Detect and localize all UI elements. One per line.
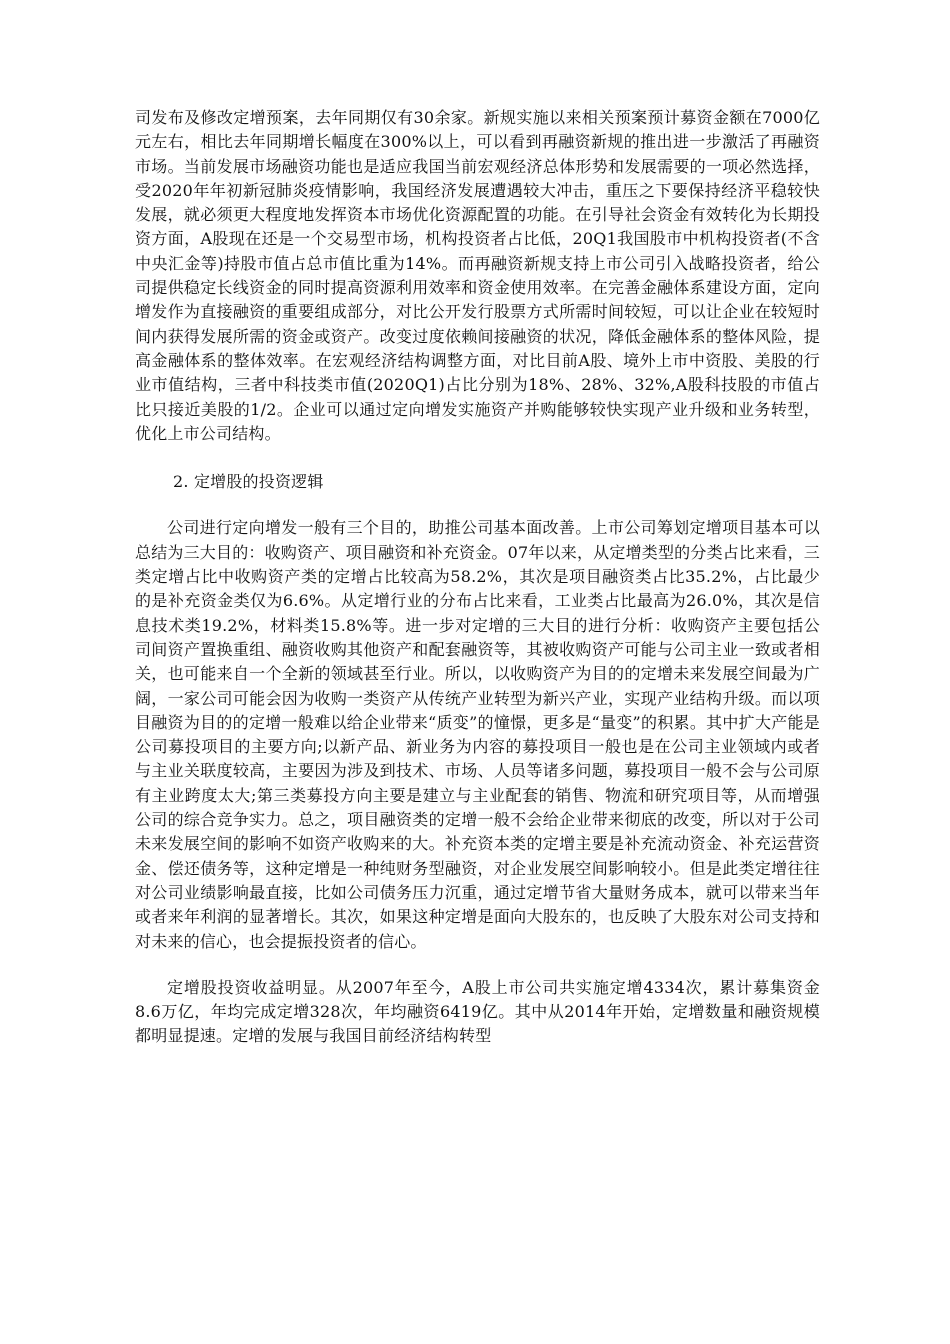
body-paragraph-1: 司发布及修改定增预案，去年同期仅有30余家。新规实施以来相关预案预计募资金额在7000亿元左右，相比去年同期增长幅度在300%以上，可以看到再融资新规的推出进一步激活了再融资市场。当前发展市场融资功能也是适应我国当前宏观经济总体形势和发展需要的一项必然选择，受2020年年初新冠肺炎疫情影响，我国经济发展遭遇较大冲击，重压之下要保持经济平稳较快发展，就必须更大程度地发挥资本市场优化资源配置的功能。在引导社会资金有效转化为长期投资方面，A股现在还是一个交易型市场，机构投资者占比低，20Q1我国股市中机构投资者(不含中央汇金等)持股市值占总市值比重为14%。而再融资新规支持上市公司引入战略投资者，给公司提供稳定长线资金的同时提高资源利用效率和资金使用效率。在完善金融体系建设方面，定向增发作为直接融资的重要组成部分，对比公开发行股票方式所需时间较短，可以让企业在较短时间内获得发展所需的资金或资产。改变过度依赖间接融资的状况，降低金融体系的整体风险，提高金融体系的整体效率。在宏观经济结构调整方面，对比目前A股、境外上市中资股、美股的行业市值结构，三者中科技类市值(2020Q1)占比分别为18%、28%、32%,A股科技股的市值占比只接近美股的1/2。企业可以通过定向增发实施资产并购能够较快实现产业升级和业务转型，优化上市公司结构。 [135, 108, 820, 443]
body-paragraph-2: 公司进行定向增发一般有三个目的，助推公司基本面改善。上市公司筹划定增项目基本可以总结为三大目的：收购资产、项目融资和补充资金。07年以来，从定增类型的分类占比来看，三类定增占比中收购资产类的定增占比较高为58.2%，其次是项目融资类占比35.2%，占比最少的是补充资金类仅为6.6%。从定增行业的分布占比来看，工业类占比最高为26.0%，其次是信息技术类19.2%，材料类15.8%等。进一步对定增的三大目的进行分析：收购资产主要包括公司间资产置换重组、融资收购其他资产和配套融资等，其被收购资产可能与公司主业一致或者相关，也可能来自一个全新的领域甚至行业。所以，以收购资产为目的的定增未来发展空间最为广阔，一家公司可能会因为收购一类资产从传统产业转型为新兴产业，实现产业结构升级。而以项目融资为目的的定增一般难以给企业带来“质变”的憧憬，更多是“量变”的积累。其中扩大产能是公司募投项目的主要方向;以新产品、新业务为内容的募投项目一般也是在公司主业领域内或者与主业关联度较高，主要因为涉及到技术、市场、人员等诸多问题，募投项目一般不会与公司原有主业跨度太大;第三类募投方向主要是建立与主业配套的销售、物流和研究项目等，从而增强公司的综合竞争实力。总之，项目融资类的定增一般不会给企业带来彻底的改变，所以对于公司未来发展空间的影响不如资产收购来的大。补充资本类的定增主要是补充流动资金、补充运营资金、偿还债务等，这种定增是一种纯财务型融资，对企业发展空间影响较小。但是此类定增往往对公司业绩影响最直接，比如公司债务压力沉重，通过定增节省大量财务成本，就可以带来当年或者来年利润的显著增长。其次，如果这种定增是面向大股东的，也反映了大股东对公司支持和对未来的信心，也会提振投资者的信心。 [135, 518, 820, 951]
paragraph-spacer [135, 446, 820, 470]
paragraph-spacer [135, 494, 820, 516]
paragraph-spacer [135, 954, 820, 976]
document-page [135, 106, 820, 1049]
section-heading: 2. 定增股的投资逻辑 [173, 472, 324, 492]
body-paragraph-3: 定增股投资收益明显。从2007年至今，A股上市公司共实施定增4334次，累计募集资金8.6万亿，年均完成定增328次，年均融资6419亿。其中从2014年开始，定增数量和融资规模都明显提速。定增的发展与我国目前经济结构转型 [135, 977, 820, 1046]
